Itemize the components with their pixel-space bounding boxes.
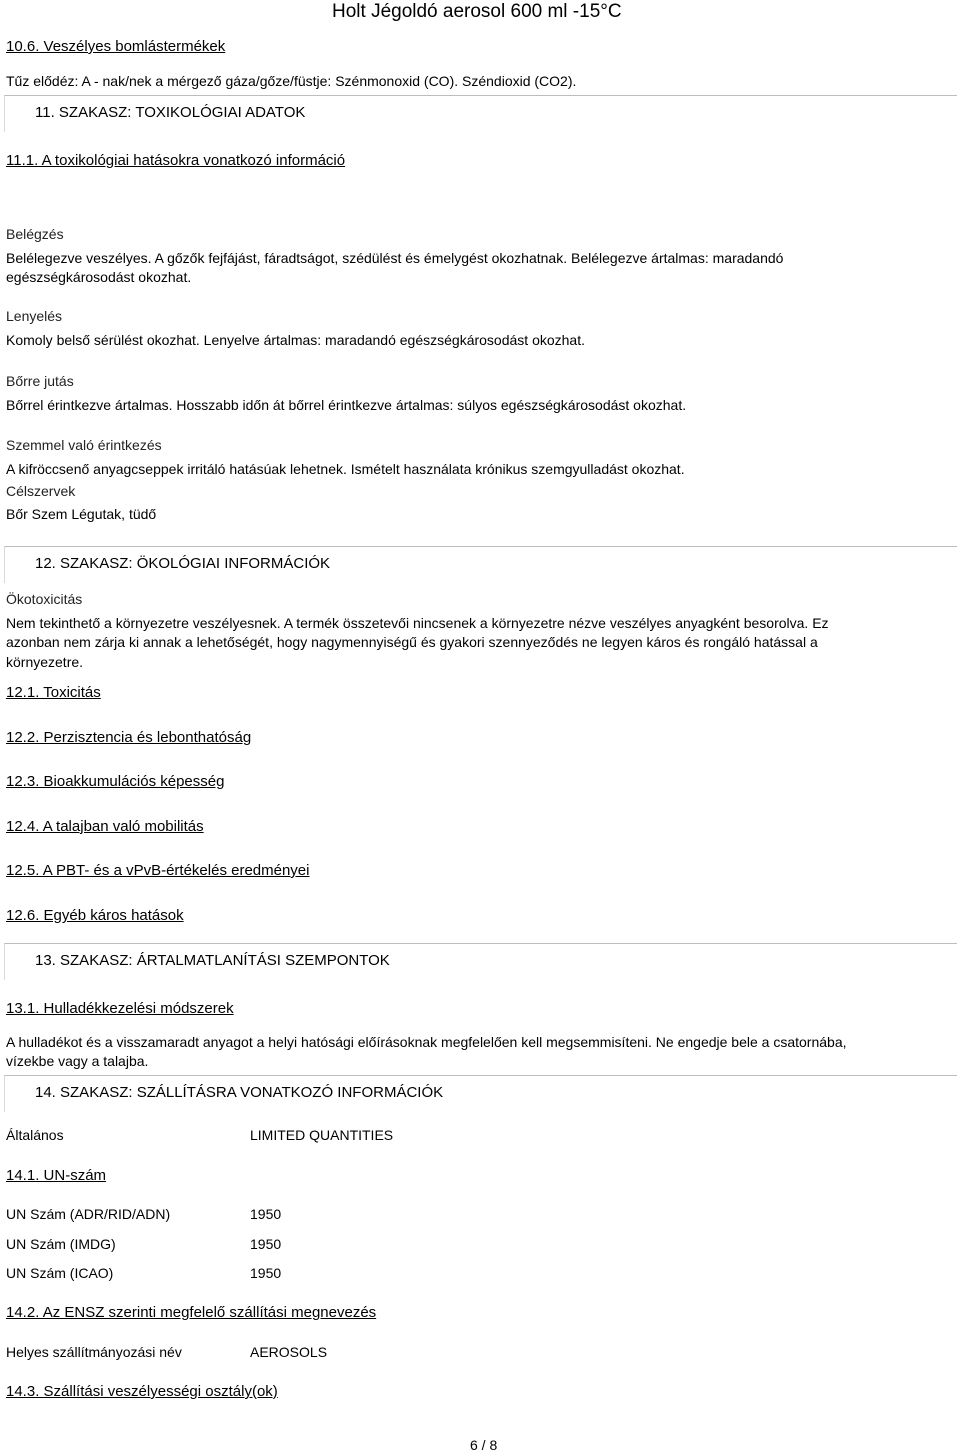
ecotox-text-2: azonban nem zárja ki annak a lehetőségét, hogy nagymennyiségű és gyakori szennyeződés ne legyen káros és rongáló hatással a xyxy=(6,634,818,650)
section-11-band xyxy=(4,95,957,132)
waste-text-1: A hulladékot és a visszamaradt anyagot a helyi hatósági előírásoknak megfelelően kell megsemmisíteni. Ne engedje bele a csatornába, xyxy=(6,1034,847,1050)
ecotox-text-1: Nem tekinthető a környezetre veszélyesnek. A termék összetevői nincsenek a környezetre nézve veszélyes anyagként besorolva. Ez xyxy=(6,615,829,631)
eye-label: Szemmel való érintkezés xyxy=(6,437,162,453)
heading-11-1: 11.1. A toxikológiai hatásokra vonatkozó információ xyxy=(6,152,346,169)
fire-hazard-text: Tűz elődéz: A - nak/nek a mérgező gáza/gőze/füstje: Szénmonoxid (CO). Széndioxid (CO2). xyxy=(6,73,577,89)
inhalation-text-2: egészségkárosodást okozhat. xyxy=(6,269,192,285)
heading-13-1: 13.1. Hulladékkezelési módszerek xyxy=(6,1000,234,1017)
ecotox-text-3: környezetre. xyxy=(6,654,84,670)
section-14-band xyxy=(4,1075,957,1112)
heading-14-2: 14.2. Az ENSZ szerinti megfelelő szállítási megnevezés xyxy=(6,1304,377,1321)
heading-10-6: 10.6. Veszélyes bomlástermékek xyxy=(6,38,226,55)
product-title: Holt Jégoldó aerosol 600 ml -15°C xyxy=(332,1,622,22)
page-number: 6 / 8 xyxy=(470,1437,498,1453)
section-11-title: 11. SZAKASZ: TOXIKOLÓGIAI ADATOK xyxy=(35,104,306,121)
target-organs-label: Célszervek xyxy=(6,483,76,499)
heading-12-6: 12.6. Egyéb káros hatások xyxy=(6,907,184,924)
general-value: LIMITED QUANTITIES xyxy=(250,1127,394,1143)
section-14-title: 14. SZAKASZ: SZÁLLÍTÁSRA VONATKOZÓ INFORMÁCIÓK xyxy=(35,1084,444,1101)
skin-text: Bőrrel érintkezve ártalmas. Hosszabb időn át bőrrel érintkezve ártalmas: súlyos egészségkárosodást okozhat. xyxy=(6,397,687,413)
heading-12-4: 12.4. A talajban való mobilitás xyxy=(6,818,204,835)
skin-label: Bőrre jutás xyxy=(6,373,74,389)
inhalation-label: Belégzés xyxy=(6,226,64,242)
un-row-label: UN Szám (ICAO) xyxy=(6,1265,114,1281)
section-12-band xyxy=(4,546,957,583)
un-row-label: UN Szám (ADR/RID/ADN) xyxy=(6,1206,171,1222)
heading-14-1: 14.1. UN-szám xyxy=(6,1167,107,1184)
un-row-value: 1950 xyxy=(250,1206,282,1222)
section-13-band xyxy=(4,943,957,980)
ecotox-label: Ökotoxicitás xyxy=(6,591,83,607)
target-organs-text: Bőr Szem Légutak, tüdő xyxy=(6,506,157,522)
un-row-label: UN Szám (IMDG) xyxy=(6,1236,116,1252)
un-row-value: 1950 xyxy=(250,1265,282,1281)
shipping-name-label: Helyes szállítmányozási név xyxy=(6,1344,182,1360)
un-row-value: 1950 xyxy=(250,1236,282,1252)
heading-12-1: 12.1. Toxicitás xyxy=(6,684,101,701)
section-12-title: 12. SZAKASZ: ÖKOLÓGIAI INFORMÁCIÓK xyxy=(35,555,331,572)
section-13-title: 13. SZAKASZ: ÁRTALMATLANÍTÁSI SZEMPONTOK xyxy=(35,952,390,969)
ingestion-text: Komoly belső sérülést okozhat. Lenyelve ártalmas: maradandó egészségkárosodást okozhat. xyxy=(6,332,585,348)
heading-12-2: 12.2. Perzisztencia és lebonthatóság xyxy=(6,729,252,746)
shipping-name-value: AEROSOLS xyxy=(250,1344,328,1360)
waste-text-2: vízekbe vagy a talajba. xyxy=(6,1053,149,1069)
heading-14-3: 14.3. Szállítási veszélyességi osztály(ok) xyxy=(6,1383,278,1400)
inhalation-text-1: Belélegezve veszélyes. A gőzők fejfájást, fáradtságot, szédülést és émelygést okozhatnak. Belélegezve ártalmas: maradandó xyxy=(6,250,784,266)
general-label: Általános xyxy=(6,1127,64,1143)
eye-text: A kifröccsenő anyagcseppek irritáló hatásúak lehetnek. Ismételt használata krónikus szemgyulladást okozhat. xyxy=(6,461,685,477)
heading-12-5: 12.5. A PBT- és a vPvB-értékelés eredményei xyxy=(6,862,310,879)
heading-12-3: 12.3. Bioakkumulációs képesség xyxy=(6,773,225,790)
ingestion-label: Lenyelés xyxy=(6,308,63,324)
